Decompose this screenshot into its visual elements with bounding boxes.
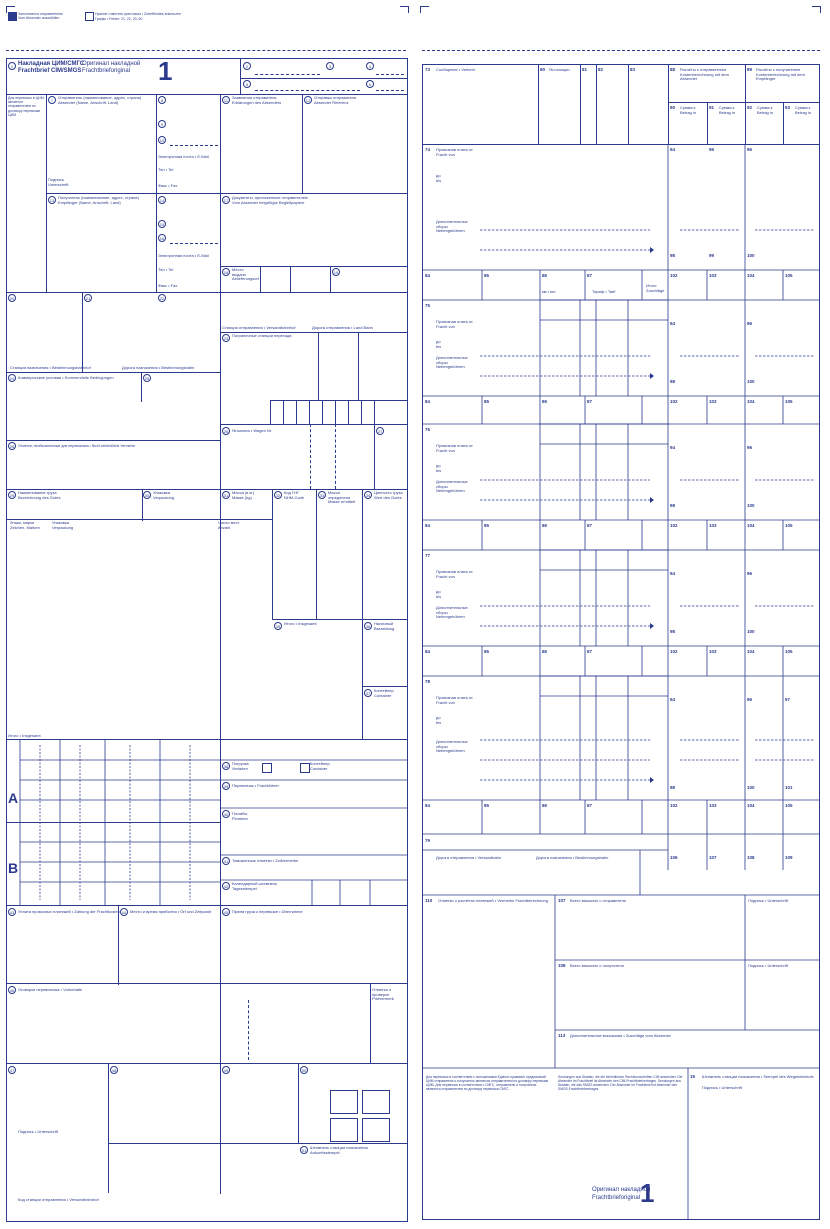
- field-number-badge: 7: [48, 96, 56, 104]
- original-ru: Оригинал накладной: [82, 61, 141, 67]
- podpis-label: Подпись Unterschrift: [48, 177, 69, 187]
- side-note: Для перевозок в ЦИМ: является отправителем по договору перевозки ЦИМ: [8, 96, 45, 117]
- route-from-label: Провозная плата от Fracht von: [436, 443, 473, 453]
- extra-charges-label: Дополнительные сборы Nebengebühren: [436, 739, 468, 754]
- route-to-label: до bis: [436, 715, 442, 725]
- checked-label: Отметка о проверке Prüfvermerk: [372, 987, 394, 1002]
- route-to-label: до bis: [436, 173, 442, 183]
- route-from-label: Провозная плата от Fracht von: [436, 695, 473, 705]
- field-number: 102: [670, 803, 678, 808]
- field-number-badge: 45: [223, 910, 229, 915]
- field-number: 104: [747, 803, 755, 808]
- payment-remarks-label: Отметки о расчётах платежей • Vermerke Frachtberechnung: [438, 898, 548, 903]
- field-number-badge: 9: [158, 120, 166, 128]
- sum-label: Сумма к Betrag in: [757, 105, 774, 115]
- field-number: 102: [670, 273, 678, 278]
- field-number: 98: [670, 503, 676, 508]
- field-number: 84: [425, 399, 431, 404]
- field-number-badge: 4: [366, 62, 374, 70]
- title-de: Frachtbrief CIM/SMGS: [18, 68, 82, 74]
- border-stations-label: Пограничные станции перехода: [232, 333, 292, 338]
- wayside-stamp-label: Штемпель станции назначения • Stempel des Wegebahnhofs: [702, 1074, 814, 1079]
- goods-label: Наименование груза Bezeichnung des Gutes: [18, 490, 61, 500]
- field-number: 113: [558, 1033, 566, 1038]
- route-from-label: Провозная плата от Fracht von: [436, 147, 473, 157]
- wagon-number-label: № вагона • Wagen Nr.: [232, 428, 273, 433]
- harmonized-label: Код ГНГ NHM-Code: [284, 490, 305, 500]
- field-number: 106: [670, 855, 678, 860]
- field-number-badge: 18: [223, 270, 229, 275]
- notes-ru: Для перевозок в соответствии с положениями Единых правовых предписаний ЦИМ отправитель и получатель являются отправителем по договору перевозки ЦИМ. Для перевозок в соответствии с СМГС, отправитель и получатель являются отправителем по договору перевозки СМГС.: [426, 1075, 549, 1091]
- field-number: 82: [598, 67, 604, 72]
- field-number-badge: 10: [159, 138, 165, 143]
- field-number: 78: [425, 679, 431, 684]
- field-number-badge: 11: [223, 98, 229, 103]
- field-number: 101: [785, 785, 793, 790]
- title-ru: Накладная ЦИМ/СМГС: [18, 61, 85, 67]
- field-number-badge: 44: [121, 910, 127, 915]
- field-number: 73: [425, 67, 431, 72]
- sender-declaration-label: Заявления отправителя Erklärungen des Absenders: [232, 95, 282, 105]
- cross-label: Нужное отметить крестиком • Zutreffendes ankreuzen: [95, 12, 181, 16]
- field-number: 19: [690, 1074, 696, 1079]
- field-number-badge: 14: [159, 198, 165, 203]
- tariff-label: Тариф • Tarif: [592, 289, 616, 294]
- remarks-label: Отметки, необязательные для перевозчика • Nicht verbindliche Vermerke: [18, 444, 136, 448]
- extra-collections-label: Дополнительные взыскания • Zuschläge vom Absender: [570, 1033, 671, 1038]
- field-number: 102: [670, 649, 678, 654]
- field-number: 108: [747, 855, 755, 860]
- field-number: 85: [484, 273, 490, 278]
- extra-charges-label: Дополнительные сборы Nebengebühren: [436, 479, 468, 494]
- stamp-arrival-label: Штемпель станции назначения Ankunftsstempel: [310, 1145, 368, 1155]
- field-number: 96: [747, 697, 753, 702]
- dest-railway-label: Дорога назначения • Bestimmungsbahn: [536, 855, 609, 860]
- field-number-badge: 43: [9, 910, 15, 915]
- field-number: 100: [747, 379, 755, 384]
- km-label: км • km: [542, 289, 556, 294]
- sum-label: Сумма к Betrag in: [795, 105, 812, 115]
- field-number: 86: [542, 523, 548, 528]
- sheet-number-bottom: 1: [640, 1178, 655, 1208]
- field-number: 84: [425, 803, 431, 808]
- route-to-label: до bis: [436, 589, 442, 599]
- field-number-badge: 15: [159, 222, 165, 227]
- sheet-number: 1: [158, 56, 173, 86]
- field-number-badge: 29: [9, 493, 15, 498]
- route-to-label: до bis: [436, 339, 442, 349]
- field-number: 84: [425, 649, 431, 654]
- field-number: 105: [785, 273, 793, 278]
- field-number: 88: [670, 67, 676, 72]
- field-number: 94: [670, 445, 676, 450]
- fax-label: Факс • Fax: [158, 283, 178, 288]
- field-number-badge: 35: [275, 624, 281, 629]
- field-number-badge: 46: [9, 988, 15, 993]
- field-number-badge: 41: [223, 859, 229, 864]
- field-number: 110: [425, 898, 433, 903]
- notes-de: Sendungen aus Staaten, die die einheitlichen Rechtsvorschriften CIM anwenden: Der Absender im Frachtbrief ist Absender des CIM-Frachtbriefvertrages. Sendungen aus Staaten, die das SMGS anwenden: Der Absender im Frachtbrief ist Absender des SMGS-Frachtbriefvertrages.: [558, 1075, 683, 1091]
- field-number: 84: [425, 523, 431, 528]
- mass-label: Масса (в кг) Masse (kg): [232, 490, 255, 500]
- return-label: Заполняется отправителем Vom Absender auszufüllen: [18, 12, 63, 20]
- payment-label: Уплата провозных платежей • Zahlung der Frachtkosten: [18, 909, 120, 914]
- field-number-badge: 25: [144, 376, 150, 381]
- field-number-badge: 50: [301, 1068, 307, 1073]
- field-number-badge: 37: [365, 691, 371, 696]
- field-number: 94: [670, 147, 676, 152]
- field-number: 104: [747, 273, 755, 278]
- field-number-badge: 8: [158, 96, 166, 104]
- fax-label: Факс • Fax: [158, 183, 178, 188]
- field-number: 76: [425, 427, 431, 432]
- field-number: 87: [587, 273, 593, 278]
- field-number-badge: 30: [144, 493, 150, 498]
- field-number-badge: 22: [159, 296, 165, 301]
- field-number: 86: [542, 399, 548, 404]
- reservation-label: Оговорки перевозчика • Vorbehalte: [18, 987, 83, 992]
- field-number-badge: 47: [9, 1068, 15, 1073]
- field-number: 96: [747, 571, 753, 576]
- fields-label: Графы • Felder: 21, 22, 23, 60: [95, 17, 143, 21]
- field-number-badge: 21: [85, 296, 91, 301]
- field-number: 83: [630, 67, 636, 72]
- field-number: 94: [670, 571, 676, 576]
- original-ru-bottom: Оригинал накладной: [592, 1187, 651, 1193]
- field-number: 107: [558, 898, 566, 903]
- documents-label: Документы, приложенные отправителем Vom Absender beigefügte Begleitpapiere: [232, 195, 308, 205]
- field-number-badge: 40: [223, 812, 229, 817]
- field-number: 104: [747, 399, 755, 404]
- field-number-badge: 26: [223, 429, 229, 434]
- field-number: 75: [425, 303, 431, 308]
- departure-label: Место и время прибытия • Ort und Zeitpunkt: [130, 909, 212, 914]
- field-number-badge: 36: [365, 624, 371, 629]
- field-number: 86: [542, 649, 548, 654]
- field-number: 103: [709, 523, 717, 528]
- field-number: 93: [785, 105, 791, 110]
- field-number-badge: 39: [223, 784, 229, 789]
- field-number: 102: [670, 399, 678, 404]
- field-number-badge: 42: [223, 884, 229, 889]
- signature-label: Подпись • Unterschrift: [702, 1085, 742, 1090]
- field-number: 94: [670, 321, 676, 326]
- commercial-conditions-label: Коммерческие условия • Kommerzielle Bedingungen: [18, 375, 114, 380]
- field-number: 100: [747, 629, 755, 634]
- field-number: 92: [747, 105, 753, 110]
- exit-railway-label: Дорога отправления • Versandbahn: [436, 855, 502, 860]
- route-to-label: до bis: [436, 463, 442, 473]
- field-number: 85: [484, 649, 490, 654]
- field-number-badge: 2: [243, 62, 251, 70]
- total-footer-label: Итого • Insgesamt: [8, 733, 41, 738]
- cash-label: Наличный Barzahlung: [374, 621, 395, 631]
- field-number-badge: 1: [8, 62, 16, 70]
- field-number: 98: [670, 253, 676, 258]
- extra-charges-label: Дополнительные сборы Nebengebühren: [436, 605, 468, 620]
- original-de-bottom: Frachtbrieforiginal: [592, 1195, 641, 1201]
- field-number: 99: [709, 253, 715, 258]
- field-number: 105: [785, 399, 793, 404]
- field-number: 105: [785, 803, 793, 808]
- field-number-badge: 34: [365, 493, 371, 498]
- field-number-badge: 31: [223, 493, 229, 498]
- sender-label: Отправитель (наименование, адрес, страна) Absender (Name, Anschrift, Land): [58, 95, 142, 105]
- field-number: 100: [747, 503, 755, 508]
- field-number-badge: 13: [49, 198, 55, 203]
- signature-label: Подпись • Unterschrift: [748, 963, 788, 968]
- field-number: 95: [709, 147, 715, 152]
- field-number-badge: 28: [9, 444, 15, 449]
- traffic-label: Сообщение • Verkehr: [436, 67, 476, 72]
- packaging-label: Упаковка Verpackung: [153, 490, 175, 500]
- field-number-badge: 19: [333, 270, 339, 275]
- extra-charges-label: Дополнительные сборы Nebengebühren: [436, 355, 468, 370]
- consignee-label: Получатель (наименование, адрес, страна) Empfänger (Name, Anschrift, Land): [58, 195, 139, 205]
- field-number-badge: 6: [366, 80, 374, 88]
- seals-label: Пломбы Plomben: [232, 811, 248, 821]
- position-label: № позиции: [549, 67, 570, 72]
- marks-label: Знаки, марки Zeichen, Marken: [10, 520, 40, 530]
- sender-reference-label: Отправка отправителя Absender Referenz: [314, 95, 357, 105]
- field-number-badge: 32: [275, 493, 281, 498]
- field-number: 103: [709, 803, 717, 808]
- carrier-declaration-label: Перевозчик • Frachtführer: [232, 783, 279, 788]
- field-number-badge: 27: [377, 429, 383, 434]
- field-number: 79: [425, 838, 431, 843]
- field-number: 87: [587, 649, 593, 654]
- mass-determined-label: Масса определена Masse ermittelt: [328, 490, 356, 505]
- customs-label: Таможенные отметки • Zollvermerke: [232, 858, 299, 863]
- tel-label: Тел • Tel: [158, 267, 174, 272]
- carrier-b-label: B: [8, 860, 19, 876]
- field-number-badge: 48: [111, 1068, 117, 1073]
- field-number: 87: [587, 803, 593, 808]
- railway-arrival-label: Дорога назначения • Bestimmungsbahn: [122, 365, 195, 370]
- field-number-badge: 38: [223, 764, 229, 769]
- field-number: 100: [747, 253, 755, 258]
- field-number: 84: [425, 273, 431, 278]
- field-number: 103: [709, 649, 717, 654]
- field-number: 97: [785, 697, 791, 702]
- field-number: 96: [747, 445, 753, 450]
- field-number: 77: [425, 553, 431, 558]
- field-number: 81: [582, 67, 588, 72]
- field-number: 103: [709, 399, 717, 404]
- value-label: Ценность груза Wert des Gutes: [374, 490, 403, 500]
- field-number: 74: [425, 147, 431, 152]
- tel-label: Тел • Tel: [158, 167, 174, 172]
- field-number: 87: [587, 399, 593, 404]
- route-from-label: Провозная плата от Fracht von: [436, 569, 473, 579]
- currency-label: Итого Zuschläge: [646, 283, 665, 293]
- field-number-badge: 51: [301, 1148, 307, 1153]
- collect-sender-label: Всего взыскать с отправителя: [570, 898, 626, 903]
- station-arrival-label: Станция назначения • Bestimmungsbahnhof: [10, 365, 91, 370]
- field-number-badge: 20: [9, 296, 15, 301]
- field-number: 87: [587, 523, 593, 528]
- field-number: 85: [484, 523, 490, 528]
- field-number-badge: 3: [326, 62, 334, 70]
- field-number: 103: [709, 273, 717, 278]
- field-number: 100: [747, 785, 755, 790]
- field-number-badge: 12: [305, 98, 311, 103]
- signature-label: Подпись • Unterschrift: [748, 898, 788, 903]
- field-number-badge: 17: [223, 198, 229, 203]
- field-number: 86: [542, 273, 548, 278]
- field-number: 91: [709, 105, 715, 110]
- field-number: 105: [785, 649, 793, 654]
- field-number: 98: [670, 379, 676, 384]
- field-number: 86: [542, 803, 548, 808]
- sender-calc-label: Расчёты с отправителем Kostenberechnung mit dem Absender: [680, 67, 729, 82]
- extra-charges-label: Дополнительные сборы Nebengebühren: [436, 219, 468, 234]
- field-number-badge: 5: [243, 80, 251, 88]
- field-number: 109: [785, 855, 793, 860]
- field-number: 108: [558, 963, 566, 968]
- field-number-badge: 23: [223, 336, 229, 341]
- container-label: Контейнер Container: [374, 688, 394, 698]
- field-number: 105: [785, 523, 793, 528]
- signature-label: Подпись • Unterschrift: [18, 1129, 58, 1134]
- field-number: 94: [670, 697, 676, 702]
- acceptance-label: Прием груза к перевозке • Übernahme: [232, 909, 303, 914]
- packaging-sub-label: Упаковка Verpackung: [52, 520, 74, 530]
- field-number: 104: [747, 523, 755, 528]
- consignee-calc-label: Расчёты с получателем Kostenberechnung mit dem Empfänger: [756, 67, 805, 82]
- railway-departure-label: Дорога отправления • Land Bahn: [312, 325, 373, 330]
- footer-label: Код станции отправления • Versandbahnhof: [18, 1197, 99, 1202]
- field-number-badge: 16: [159, 236, 165, 241]
- field-number: 98: [670, 629, 676, 634]
- field-number-badge: 33: [319, 493, 325, 498]
- field-number: 80: [540, 67, 546, 72]
- field-number: 85: [484, 803, 490, 808]
- date-stamp-label: Календарный штемпель Tagesstempel: [232, 881, 278, 891]
- field-number-badge: 24: [9, 376, 15, 381]
- station-departure-label: Станция отправления • Versandbahnhof: [222, 325, 296, 330]
- field-number: 102: [670, 523, 678, 528]
- sum-label: Сумма к Betrag in: [719, 105, 736, 115]
- loading-label: Погрузка Verladen: [232, 761, 249, 771]
- field-number: 90: [670, 105, 676, 110]
- field-number: 107: [709, 855, 717, 860]
- carrier-a-label: A: [8, 790, 19, 806]
- collect-consignee-label: Всего взыскать с получателя: [570, 963, 624, 968]
- field-number: 96: [747, 147, 753, 152]
- total-label: Итого • Insgesamt: [284, 621, 317, 626]
- email-label: Электронная почта • E-Mail: [158, 253, 209, 258]
- field-number: 89: [747, 67, 753, 72]
- sum-label: Сумма к Betrag in: [680, 105, 697, 115]
- field-number: 98: [670, 785, 676, 790]
- places-label: Число мест Anzahl: [218, 520, 240, 530]
- original-de: Frachtbrieforiginal: [82, 68, 131, 74]
- field-number: 85: [484, 399, 490, 404]
- email-label: Электронная почта • E-Mail: [158, 154, 209, 159]
- field-number: 96: [747, 321, 753, 326]
- field-number-badge: 49: [223, 1068, 229, 1073]
- route-from-label: Провозная плата от Fracht von: [436, 319, 473, 329]
- field-number: 104: [747, 649, 755, 654]
- delivery-place-label: Место выдачи Ablieferungsort: [232, 267, 259, 282]
- container-checkbox-label: Контейнер Container: [310, 761, 330, 771]
